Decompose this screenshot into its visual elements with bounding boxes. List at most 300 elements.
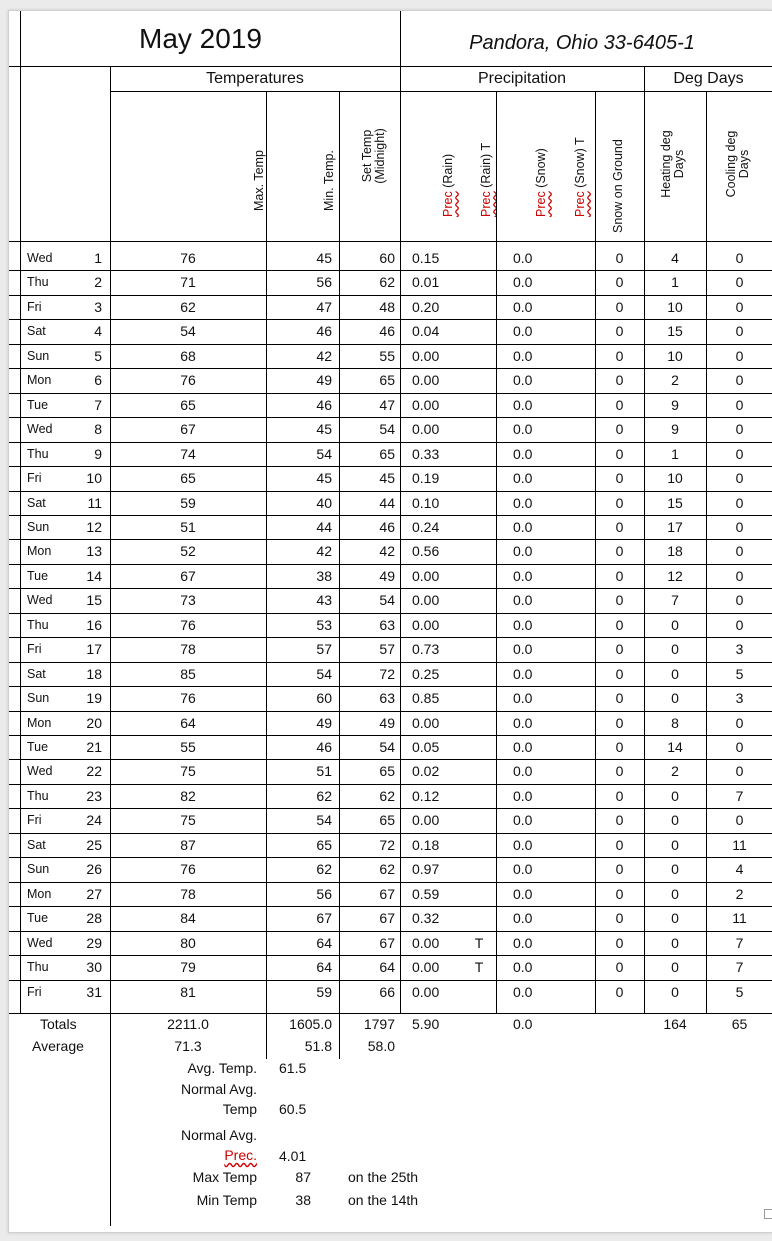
cell-heating-deg-days: 8 bbox=[671, 714, 679, 731]
totals-max: 2211.0 bbox=[167, 1016, 209, 1032]
avg-temp-label: Avg. Temp. bbox=[187, 1060, 257, 1076]
cell-max-temp: 79 bbox=[180, 959, 196, 976]
cell-cooling-deg-days: 0 bbox=[735, 616, 744, 633]
cell-date: 12 bbox=[86, 518, 102, 535]
row-separator bbox=[9, 539, 772, 540]
cell-day: Tue bbox=[27, 740, 49, 754]
cell-max-temp: 80 bbox=[180, 934, 196, 951]
cell-cooling-deg-days: 4 bbox=[735, 861, 744, 878]
cell-snow-ground: 0 bbox=[615, 641, 624, 658]
cell-min-temp: 45 bbox=[316, 421, 332, 438]
cell-prec-rain: 0.00 bbox=[412, 592, 440, 609]
cell-snow-ground: 0 bbox=[615, 690, 624, 707]
cell-cooling-deg-days: 5 bbox=[735, 983, 744, 1000]
cell-snow-ground: 0 bbox=[615, 714, 624, 731]
cell-max-temp: 76 bbox=[180, 250, 196, 266]
cell-day: Sun bbox=[27, 348, 50, 363]
col-max-temp: Max. Temp bbox=[252, 150, 266, 211]
row-separator bbox=[9, 833, 772, 834]
cell-set-temp: 65 bbox=[379, 445, 395, 462]
cell-snow-ground: 0 bbox=[615, 592, 624, 609]
cell-date: 18 bbox=[86, 665, 102, 682]
cell-max-temp: 87 bbox=[180, 836, 196, 853]
row-separator bbox=[9, 686, 772, 687]
cell-day: Thu bbox=[27, 446, 49, 461]
cell-heating-deg-days: 0 bbox=[671, 934, 679, 951]
cell-max-temp: 67 bbox=[180, 421, 196, 438]
group-deg-days: Deg Days bbox=[673, 70, 744, 87]
row-separator bbox=[9, 491, 772, 492]
normal-temp-label-2: Temp bbox=[222, 1101, 257, 1117]
cell-cooling-deg-days: 0 bbox=[735, 470, 744, 487]
cell-min-temp: 42 bbox=[316, 347, 332, 364]
cell-min-temp: 45 bbox=[316, 250, 332, 266]
cell-max-temp: 68 bbox=[180, 347, 196, 364]
cell-heating-deg-days: 0 bbox=[671, 983, 679, 1000]
cell-day: Tue bbox=[27, 568, 49, 583]
cell-min-temp: 46 bbox=[316, 396, 332, 413]
cell-snow-ground: 0 bbox=[615, 323, 624, 340]
cell-snow-ground: 0 bbox=[615, 616, 624, 633]
cell-set-temp: 55 bbox=[379, 347, 395, 364]
cell-max-temp: 65 bbox=[180, 396, 196, 413]
col-prec-rain: Prec (Rain) bbox=[441, 153, 455, 217]
cell-heating-deg-days: 1 bbox=[671, 274, 679, 291]
cell-snow-ground: 0 bbox=[615, 934, 624, 951]
cell-heating-deg-days: 1 bbox=[671, 445, 679, 462]
row-separator bbox=[9, 442, 772, 443]
cell-prec-rain: 0.00 bbox=[412, 421, 440, 438]
cell-heating-deg-days: 7 bbox=[671, 592, 679, 609]
row-separator bbox=[9, 759, 772, 760]
cell-cooling-deg-days: 7 bbox=[735, 934, 744, 951]
cell-heating-deg-days: 0 bbox=[671, 812, 679, 829]
cell-snow-ground: 0 bbox=[615, 421, 624, 438]
cell-cooling-deg-days: 11 bbox=[732, 836, 747, 853]
cell-min-temp: 57 bbox=[316, 641, 332, 658]
cell-set-temp: 72 bbox=[379, 836, 395, 853]
cell-set-temp: 63 bbox=[379, 690, 395, 707]
cell-heating-deg-days: 0 bbox=[671, 885, 679, 902]
row-separator bbox=[9, 319, 772, 320]
cell-prec-snow: 0.0 bbox=[513, 665, 533, 682]
cell-prec-rain: 0.59 bbox=[412, 885, 440, 902]
cell-set-temp: 67 bbox=[379, 934, 395, 951]
cell-cooling-deg-days: 0 bbox=[735, 494, 744, 511]
group-temperatures: Temperatures bbox=[206, 70, 304, 87]
cell-heating-deg-days: 15 bbox=[667, 494, 683, 511]
cell-day: Fri bbox=[27, 813, 42, 828]
cell-max-temp: 59 bbox=[180, 494, 196, 511]
cell-prec-snow: 0.0 bbox=[513, 518, 533, 535]
cell-heating-deg-days: 18 bbox=[667, 543, 683, 560]
cell-max-temp: 76 bbox=[180, 372, 196, 389]
cell-snow-ground: 0 bbox=[615, 836, 624, 853]
cell-prec-rain: 0.15 bbox=[412, 250, 440, 266]
totals-cdd: 65 bbox=[731, 1016, 748, 1032]
cell-heating-deg-days: 12 bbox=[667, 567, 683, 584]
cell-cooling-deg-days: 0 bbox=[735, 714, 744, 731]
cell-cooling-deg-days: 0 bbox=[735, 274, 744, 291]
cell-date: 26 bbox=[86, 861, 102, 878]
cell-set-temp: 66 bbox=[379, 983, 395, 1000]
cell-max-temp: 76 bbox=[180, 616, 196, 633]
cell-date: 24 bbox=[86, 812, 102, 829]
cell-min-temp: 53 bbox=[316, 616, 332, 633]
normal-temp-value: 60.5 bbox=[279, 1101, 307, 1117]
cell-day: Tue bbox=[27, 911, 49, 926]
cell-prec-snow: 0.0 bbox=[513, 641, 533, 658]
cell-min-temp: 56 bbox=[316, 274, 332, 291]
cell-date: 27 bbox=[86, 885, 102, 902]
cell-prec-rain: 0.00 bbox=[412, 934, 440, 951]
cell-prec-rain: 0.33 bbox=[412, 445, 440, 462]
cell-prec-rain: 0.10 bbox=[412, 494, 440, 511]
cell-day: Thu bbox=[27, 275, 49, 290]
cell-prec-snow: 0.0 bbox=[513, 934, 533, 951]
cell-prec-snow: 0.0 bbox=[513, 323, 533, 340]
cell-heating-deg-days: 0 bbox=[671, 910, 679, 927]
cell-snow-ground: 0 bbox=[615, 983, 624, 1000]
cell-heating-deg-days: 9 bbox=[671, 396, 679, 413]
cell-prec-rain: 0.00 bbox=[412, 714, 440, 731]
totals-snow: 0.0 bbox=[513, 1016, 533, 1032]
cell-min-temp: 56 bbox=[316, 885, 332, 902]
cell-max-temp: 75 bbox=[180, 763, 196, 780]
cell-snow-ground: 0 bbox=[615, 543, 624, 560]
cell-prec-rain: 0.85 bbox=[412, 690, 440, 707]
cell-max-temp: 65 bbox=[180, 470, 196, 487]
cell-day: Fri bbox=[27, 299, 42, 314]
cell-prec-rain-t: T bbox=[474, 934, 484, 951]
cell-date: 1 bbox=[94, 250, 102, 266]
row-separator bbox=[9, 662, 772, 663]
cell-snow-ground: 0 bbox=[615, 910, 624, 927]
cell-prec-rain: 0.00 bbox=[412, 959, 440, 976]
cell-cooling-deg-days: 0 bbox=[735, 567, 744, 584]
cell-date: 11 bbox=[87, 494, 102, 511]
cell-heating-deg-days: 2 bbox=[671, 372, 679, 389]
cell-snow-ground: 0 bbox=[615, 274, 624, 291]
cell-cooling-deg-days: 0 bbox=[735, 323, 744, 340]
col-set-temp: Set Temp (Midnight) bbox=[360, 128, 387, 184]
cell-prec-rain: 0.00 bbox=[412, 616, 440, 633]
normal-prec-label-2 bbox=[129, 1147, 257, 1163]
cell-set-temp: 63 bbox=[379, 616, 395, 633]
cell-prec-rain: 0.05 bbox=[412, 739, 440, 755]
cell-date: 3 bbox=[94, 298, 102, 315]
cell-max-temp: 76 bbox=[180, 690, 196, 707]
cell-prec-snow: 0.0 bbox=[513, 690, 533, 707]
cell-heating-deg-days: 4 bbox=[671, 250, 679, 266]
cell-prec-rain: 0.00 bbox=[412, 812, 440, 829]
cell-max-temp: 76 bbox=[180, 861, 196, 878]
max-temp-when: on the 25th bbox=[348, 1169, 419, 1185]
cell-snow-ground: 0 bbox=[615, 445, 624, 462]
cell-cooling-deg-days: 3 bbox=[735, 641, 744, 658]
cell-date: 17 bbox=[86, 641, 102, 658]
min-temp-when: on the 14th bbox=[348, 1192, 419, 1208]
cell-prec-snow: 0.0 bbox=[513, 836, 533, 853]
cell-day: Wed bbox=[27, 422, 53, 437]
cell-max-temp: 73 bbox=[180, 592, 196, 609]
cell-set-temp: 44 bbox=[379, 494, 395, 511]
cell-prec-snow: 0.0 bbox=[513, 592, 533, 609]
cell-min-temp: 60 bbox=[316, 690, 332, 707]
cell-min-temp: 51 bbox=[316, 763, 332, 780]
avg-temp-value: 61.5 bbox=[279, 1060, 307, 1076]
cell-cooling-deg-days: 0 bbox=[735, 543, 744, 560]
weather-record-sheet bbox=[9, 11, 772, 1232]
cell-prec-rain: 0.25 bbox=[412, 665, 440, 682]
cell-heating-deg-days: 10 bbox=[667, 470, 683, 487]
cell-day: Fri bbox=[27, 984, 42, 999]
cell-prec-snow: 0.0 bbox=[513, 812, 533, 829]
cell-cooling-deg-days: 0 bbox=[735, 421, 744, 438]
row-separator bbox=[9, 613, 772, 614]
cell-min-temp: 54 bbox=[316, 445, 332, 462]
col-prec-rain-t: Prec (Rain) T bbox=[479, 142, 493, 217]
cell-heating-deg-days: 17 bbox=[667, 518, 683, 535]
cell-date: 16 bbox=[86, 616, 102, 633]
cell-day: Mon bbox=[27, 886, 52, 901]
cell-snow-ground: 0 bbox=[615, 298, 624, 315]
cell-date: 4 bbox=[94, 323, 102, 340]
cell-max-temp: 51 bbox=[180, 518, 196, 535]
cell-prec-snow: 0.0 bbox=[513, 616, 533, 633]
cell-snow-ground: 0 bbox=[615, 494, 624, 511]
cell-prec-rain-t: T bbox=[474, 959, 484, 976]
cell-heating-deg-days: 0 bbox=[671, 836, 679, 853]
cell-prec-snow: 0.0 bbox=[513, 787, 533, 804]
cell-set-temp: 46 bbox=[379, 518, 395, 535]
average-set: 58.0 bbox=[367, 1038, 395, 1054]
min-temp-label: Min Temp bbox=[196, 1192, 257, 1208]
cell-cooling-deg-days: 0 bbox=[735, 347, 744, 364]
normal-prec-value: 4.01 bbox=[279, 1148, 307, 1164]
cell-set-temp: 65 bbox=[379, 763, 395, 780]
cell-max-temp: 67 bbox=[180, 567, 196, 584]
normal-prec-label-1: Normal Avg. bbox=[181, 1127, 257, 1143]
cell-min-temp: 46 bbox=[316, 739, 332, 755]
cell-date: 7 bbox=[94, 396, 102, 413]
cell-prec-snow: 0.0 bbox=[513, 567, 533, 584]
group-precipitation: Precipitation bbox=[477, 70, 567, 87]
cell-date: 9 bbox=[94, 445, 102, 462]
cell-day: Wed bbox=[27, 593, 53, 608]
cell-set-temp: 60 bbox=[379, 250, 395, 266]
cell-set-temp: 49 bbox=[379, 567, 395, 584]
cell-prec-snow: 0.0 bbox=[513, 372, 533, 389]
cell-prec-rain: 0.00 bbox=[412, 983, 440, 1000]
cell-max-temp: 75 bbox=[180, 812, 196, 829]
cell-min-temp: 49 bbox=[316, 372, 332, 389]
cell-cooling-deg-days: 0 bbox=[735, 518, 744, 535]
row-separator bbox=[9, 417, 772, 418]
cell-day: Mon bbox=[27, 715, 52, 730]
cell-heating-deg-days: 0 bbox=[671, 616, 679, 633]
cell-min-temp: 62 bbox=[316, 861, 332, 878]
cell-prec-snow: 0.0 bbox=[513, 910, 533, 927]
cell-min-temp: 45 bbox=[316, 470, 332, 487]
cell-min-temp: 67 bbox=[316, 910, 332, 927]
cell-day: Mon bbox=[27, 544, 52, 559]
totals-rain: 5.90 bbox=[412, 1016, 440, 1032]
cell-min-temp: 38 bbox=[316, 567, 332, 584]
cell-snow-ground: 0 bbox=[615, 347, 624, 364]
cell-prec-snow: 0.0 bbox=[513, 445, 533, 462]
cell-day: Sun bbox=[27, 862, 50, 877]
cell-date: 21 bbox=[86, 739, 102, 755]
cell-date: 5 bbox=[94, 347, 102, 364]
cell-date: 22 bbox=[86, 763, 102, 780]
cell-prec-snow: 0.0 bbox=[513, 983, 533, 1000]
cell-prec-snow: 0.0 bbox=[513, 421, 533, 438]
cell-day: Sat bbox=[27, 495, 46, 510]
cell-cooling-deg-days: 0 bbox=[735, 739, 744, 755]
row-separator bbox=[9, 711, 772, 712]
cell-prec-rain: 0.97 bbox=[412, 861, 440, 878]
cell-min-temp: 59 bbox=[316, 983, 332, 1000]
cell-snow-ground: 0 bbox=[615, 470, 624, 487]
cell-min-temp: 54 bbox=[316, 665, 332, 682]
cell-day: Fri bbox=[27, 642, 42, 657]
cell-prec-rain: 0.00 bbox=[412, 396, 440, 413]
row-separator bbox=[9, 784, 772, 785]
cell-set-temp: 62 bbox=[379, 861, 395, 878]
station-name: Pandora, Ohio 33-6405-1 bbox=[469, 32, 695, 54]
cell-prec-rain: 0.56 bbox=[412, 543, 440, 560]
cell-prec-rain: 0.12 bbox=[412, 787, 440, 804]
cell-max-temp: 78 bbox=[180, 641, 196, 658]
max-temp-value: 87 bbox=[295, 1169, 311, 1185]
row-separator bbox=[9, 637, 772, 638]
cell-prec-snow: 0.0 bbox=[513, 396, 533, 413]
cell-set-temp: 42 bbox=[379, 543, 395, 560]
cell-date: 29 bbox=[86, 934, 102, 951]
cell-day: Sat bbox=[27, 837, 46, 852]
cell-cooling-deg-days: 3 bbox=[735, 690, 744, 707]
cell-prec-snow: 0.0 bbox=[513, 959, 533, 976]
cell-set-temp: 54 bbox=[379, 739, 395, 755]
min-temp-value: 38 bbox=[295, 1192, 311, 1208]
cell-date: 19 bbox=[86, 690, 102, 707]
resize-corner-icon[interactable] bbox=[764, 1209, 772, 1219]
cell-max-temp: 78 bbox=[180, 885, 196, 902]
row-separator bbox=[9, 735, 772, 736]
cell-heating-deg-days: 0 bbox=[671, 690, 679, 707]
cell-prec-snow: 0.0 bbox=[513, 543, 533, 560]
cell-heating-deg-days: 15 bbox=[667, 323, 683, 340]
cell-set-temp: 49 bbox=[379, 714, 395, 731]
cell-min-temp: 54 bbox=[316, 812, 332, 829]
cell-min-temp: 64 bbox=[316, 959, 332, 976]
cell-date: 25 bbox=[86, 836, 102, 853]
cell-prec-rain: 0.00 bbox=[412, 347, 440, 364]
cell-snow-ground: 0 bbox=[615, 885, 624, 902]
cell-set-temp: 57 bbox=[379, 641, 395, 658]
cell-max-temp: 64 bbox=[180, 714, 196, 731]
cell-date: 10 bbox=[86, 470, 102, 487]
cell-prec-snow: 0.0 bbox=[513, 763, 533, 780]
cell-max-temp: 85 bbox=[180, 665, 196, 682]
cell-max-temp: 55 bbox=[180, 739, 196, 755]
row-separator bbox=[9, 393, 772, 394]
report-title: May 2019 bbox=[139, 23, 262, 54]
col-snow-on-ground: Snow on Ground bbox=[611, 139, 625, 233]
row-separator bbox=[9, 931, 772, 932]
cell-snow-ground: 0 bbox=[615, 396, 624, 413]
cell-day: Tue bbox=[27, 397, 49, 412]
row-separator bbox=[9, 344, 772, 345]
cell-date: 23 bbox=[86, 787, 102, 804]
cell-prec-snow: 0.0 bbox=[513, 250, 533, 266]
cell-cooling-deg-days: 7 bbox=[735, 787, 744, 804]
cell-cooling-deg-days: 0 bbox=[735, 445, 744, 462]
cell-set-temp: 54 bbox=[379, 592, 395, 609]
cell-heating-deg-days: 0 bbox=[671, 787, 679, 804]
cell-cooling-deg-days: 0 bbox=[735, 763, 744, 780]
cell-date: 6 bbox=[94, 372, 102, 389]
cell-day: Sat bbox=[27, 666, 46, 681]
col-cooling-deg-days: Cooling deg Days bbox=[724, 130, 751, 198]
cell-heating-deg-days: 10 bbox=[667, 347, 683, 364]
row-separator bbox=[9, 515, 772, 516]
row-separator bbox=[9, 466, 772, 467]
cell-prec-rain: 0.18 bbox=[412, 836, 440, 853]
cell-snow-ground: 0 bbox=[615, 812, 624, 829]
cell-prec-rain: 0.00 bbox=[412, 372, 440, 389]
cell-set-temp: 64 bbox=[379, 959, 395, 976]
cell-snow-ground: 0 bbox=[615, 250, 624, 266]
average-label: Average bbox=[32, 1038, 84, 1054]
cell-prec-snow: 0.0 bbox=[513, 298, 533, 315]
cell-max-temp: 81 bbox=[180, 983, 196, 1000]
cell-cooling-deg-days: 7 bbox=[735, 959, 744, 976]
cell-prec-rain: 0.19 bbox=[412, 470, 440, 487]
max-temp-label: Max Temp bbox=[192, 1169, 257, 1185]
cell-set-temp: 48 bbox=[379, 298, 395, 315]
cell-prec-rain: 0.73 bbox=[412, 641, 440, 658]
cell-set-temp: 67 bbox=[379, 885, 395, 902]
col-min-temp: Min. Temp. bbox=[322, 150, 336, 211]
cell-date: 13 bbox=[86, 543, 102, 560]
cell-day: Thu bbox=[27, 960, 49, 975]
totals-hdd: 164 bbox=[663, 1016, 687, 1032]
row-separator bbox=[9, 906, 772, 907]
col-prec-snow: Prec (Snow) bbox=[534, 148, 548, 217]
cell-day: Sun bbox=[27, 691, 50, 706]
document-page bbox=[8, 10, 772, 1233]
cell-set-temp: 72 bbox=[379, 665, 395, 682]
cell-prec-snow: 0.0 bbox=[513, 494, 533, 511]
cell-max-temp: 54 bbox=[180, 323, 196, 340]
cell-date: 30 bbox=[86, 959, 102, 976]
cell-prec-snow: 0.0 bbox=[513, 347, 533, 364]
cell-day: Wed bbox=[27, 764, 53, 779]
cell-set-temp: 65 bbox=[379, 812, 395, 829]
cell-snow-ground: 0 bbox=[615, 739, 624, 755]
cell-date: 2 bbox=[94, 274, 102, 291]
row-separator bbox=[9, 564, 772, 565]
row-separator bbox=[9, 955, 772, 956]
cell-day: Fri bbox=[27, 471, 42, 486]
cell-day: Thu bbox=[27, 788, 49, 803]
totals-set: 1797 bbox=[363, 1016, 395, 1032]
cell-snow-ground: 0 bbox=[615, 665, 624, 682]
cell-prec-snow: 0.0 bbox=[513, 861, 533, 878]
cell-day: Sat bbox=[27, 324, 46, 339]
